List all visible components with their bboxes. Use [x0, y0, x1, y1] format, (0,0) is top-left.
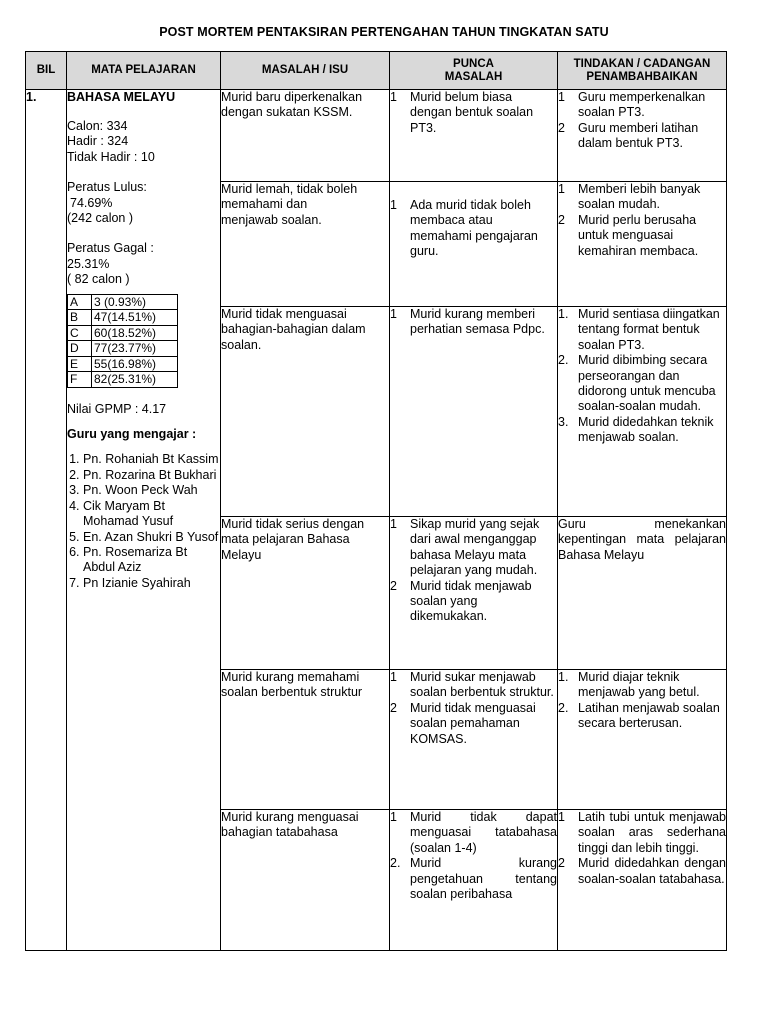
masalah-cell: Murid tidak menguasai bahagian-bahagian dalam soalan.: [221, 307, 390, 517]
grade-row: [68, 356, 178, 372]
masalah-cell: Murid tidak serius dengan mata pelajaran Bahasa Melayu: [221, 517, 390, 670]
list-item-text: Murid sentiasa diingatkan tentang format bentuk soalan PT3.: [578, 307, 720, 352]
gpmp-text: Nilai GPMP : 4.17: [67, 401, 167, 416]
list-item-number: 2.: [558, 700, 569, 715]
punca-cell: [390, 517, 558, 670]
grade-value: 60(18.52%): [92, 325, 178, 341]
list-item: [558, 121, 726, 152]
grade-letter: E: [68, 356, 92, 372]
list-item-text: Sikap murid yang sejak dari awal menganggap bahasa Melayu mata pelajaran yang mudah.: [410, 517, 540, 578]
grade-letter: C: [68, 325, 92, 341]
tindakan-cell: [558, 307, 727, 517]
grade-value: 55(16.98%): [92, 356, 178, 372]
tindakan-cell: [558, 810, 727, 951]
list-item-text: Ada murid tidak boleh membaca atau memahami pengajaran guru.: [410, 198, 538, 259]
list-item-number: 1: [390, 670, 397, 684]
gagal-calon: ( 82 calon ): [67, 272, 130, 287]
tindakan-cell: Guru menekankan kepentingan mata pelajaran Bahasa Melayu: [558, 517, 727, 670]
list-item: [558, 213, 726, 259]
grade-value: 82(25.31%): [92, 372, 178, 388]
punca-cell: [390, 810, 558, 951]
list-item: [390, 810, 557, 856]
grade-row: [68, 310, 178, 326]
list-item: [390, 307, 557, 338]
teacher-list: [67, 452, 220, 591]
punca-cell: [390, 307, 558, 517]
calon-text: Calon: 334: [67, 119, 128, 133]
grade-row: [68, 325, 178, 341]
list-item-number: 1.: [558, 670, 569, 684]
list-item-text: Latihan menjawab soalan secara berterusan.: [578, 700, 720, 731]
list-item-number: 1: [390, 198, 397, 212]
list-item: [390, 198, 557, 260]
list-item-number: 1: [390, 307, 397, 321]
header-masalah: MASALAH / ISU: [221, 52, 390, 90]
list-item-text: Guru memperkenalkan soalan PT3.: [578, 90, 706, 120]
list-item-number: 2: [558, 212, 565, 227]
header-tindakan-line2: PENAMBAHBAIKAN: [586, 70, 698, 83]
list-item: [558, 415, 726, 446]
list-item-text: Murid diajar teknik menjawab yang betul.: [578, 670, 700, 700]
list-item-text: Murid belum biasa dengan bentuk soalan PT3.: [410, 90, 534, 135]
list-item-text: Murid sukar menjawab soalan berbentuk struktur.: [410, 670, 554, 700]
grade-row: [68, 341, 178, 357]
list-item: [390, 701, 557, 747]
teacher-item: 5. En. Azan Shukri B Yusof: [83, 530, 220, 545]
grade-letter: F: [68, 372, 92, 388]
tindakan-cell: [558, 670, 727, 810]
header-tindakan: [558, 52, 727, 90]
list-item-number: 3.: [558, 414, 569, 429]
grade-row: [68, 372, 178, 388]
list-item-text: Murid kurang pengetahuan tentang soalan peribahasa: [410, 856, 557, 902]
masalah-cell: Murid kurang menguasai bahagian tatabahasa: [221, 810, 390, 951]
grade-row: [68, 294, 178, 310]
teacher-item: 6. Pn. Rosemariza Bt Abdul Aziz: [83, 545, 220, 576]
list-item: [558, 856, 726, 887]
list-item-number: 1: [558, 810, 565, 824]
punca-cell: [390, 670, 558, 810]
list-item: [558, 701, 726, 732]
grade-letter: D: [68, 341, 92, 357]
table-row: [26, 90, 727, 182]
punca-cell: [390, 182, 558, 307]
list-item: [390, 579, 557, 625]
list-item-number: 2: [390, 578, 397, 593]
list-item: [558, 353, 726, 415]
list-item-number: 2: [390, 700, 397, 715]
list-item-number: 2.: [558, 353, 569, 368]
grade-letter: A: [68, 294, 92, 310]
guru-heading: Guru yang mengajar :: [67, 427, 197, 442]
page-title: POST MORTEM PENTAKSIRAN PERTENGAHAN TAHUN TINGKATAN SATU: [159, 25, 609, 39]
gagal-label: Peratus Gagal :: [67, 241, 154, 256]
teacher-item: 2. Pn. Rozarina Bt Bukhari: [83, 468, 220, 483]
grade-value: 3 (0.93%): [92, 294, 178, 310]
list-item: [390, 517, 557, 579]
list-item: [558, 90, 726, 121]
grade-value: 77(23.77%): [92, 341, 178, 357]
list-item-text: Murid tidak menjawab soalan yang dikemukakan.: [410, 578, 532, 624]
lulus-calon: (242 calon ): [67, 211, 134, 226]
list-item-number: 1.: [558, 307, 569, 321]
lulus-label: Peratus Lulus:: [67, 180, 147, 195]
teacher-item: 7. Pn Izianie Syahirah: [83, 576, 220, 591]
grade-table: [67, 294, 178, 388]
header-bil: BIL: [26, 52, 67, 90]
list-item: [558, 670, 726, 701]
punca-cell: [390, 90, 558, 182]
header-tindakan-line1: TINDAKAN / CADANGAN: [573, 57, 711, 70]
tindakan-cell: [558, 90, 727, 182]
list-item-text: Murid didedahkan dengan soalan-soalan tatabahasa.: [578, 856, 726, 886]
list-item-text: Murid tidak dapat menguasai tatabahasa (soalan 1-4): [410, 810, 557, 855]
teacher-item: 4. Cik Maryam Bt Mohamad Yusuf: [83, 499, 220, 530]
tindakan-cell: [558, 182, 727, 307]
post-mortem-table: [25, 51, 727, 951]
list-item-text: Murid perlu berusaha untuk menguasai kemahiran membaca.: [578, 212, 699, 258]
list-item-number: 2: [558, 856, 565, 871]
subject-cell: [67, 90, 221, 951]
header-row: [26, 52, 727, 90]
list-item-text: Murid tidak menguasai soalan pemahaman KOMSAS.: [410, 700, 536, 746]
header-punca-line2: MASALAH: [444, 70, 503, 83]
list-item-text: Murid didedahkan teknik menjawab soalan.: [578, 414, 714, 445]
list-item-number: 1: [558, 90, 565, 104]
list-item: [558, 810, 726, 856]
list-item-number: 1: [558, 182, 565, 196]
list-item: [390, 856, 557, 902]
list-item-text: Latih tubi untuk menjawab soalan aras sederhana tinggi dan lebih tinggi.: [578, 810, 726, 855]
list-item: [558, 182, 726, 213]
bil-cell: 1.: [26, 90, 67, 951]
masalah-cell: Murid kurang memahami soalan berbentuk struktur: [221, 670, 390, 810]
lulus-pct: 74.69%: [70, 195, 113, 210]
list-item-text: Murid dibimbing secara perseorangan dan didorong untuk mencuba soalan-soalan mudah.: [578, 353, 716, 414]
teacher-item: 1. Pn. Rohaniah Bt Kassim: [83, 452, 220, 467]
header-punca-line1: PUNCA: [453, 57, 494, 70]
list-item-number: 2.: [390, 856, 401, 871]
list-item-text: Guru memberi latihan dalam bentuk PT3.: [578, 120, 699, 151]
list-item-number: 1: [390, 90, 397, 104]
teacher-item: 3. Pn. Woon Peck Wah: [83, 483, 220, 498]
grade-letter: B: [68, 310, 92, 326]
hadir-text: Hadir : 324: [67, 134, 129, 149]
list-item-text: Murid kurang memberi perhatian semasa Pdpc.: [410, 307, 545, 337]
list-item-number: 2: [558, 120, 565, 135]
list-item-number: 1: [390, 810, 397, 824]
list-item: [390, 670, 557, 701]
masalah-cell: Murid baru diperkenalkan dengan sukatan KSSM.: [221, 90, 390, 182]
list-item: [390, 90, 557, 136]
list-item: [558, 307, 726, 353]
list-item-text: Memberi lebih banyak soalan mudah.: [578, 182, 701, 212]
header-punca: [390, 52, 558, 90]
list-item-number: 1: [390, 517, 397, 531]
gagal-pct: 25.31%: [67, 256, 110, 271]
tidak-hadir-text: Tidak Hadir : 10: [67, 149, 155, 164]
masalah-cell: Murid lemah, tidak boleh memahami dan menjawab soalan.: [221, 182, 390, 307]
header-mata-pelajaran: MATA PELAJARAN: [67, 52, 221, 90]
subject-name: BAHASA MELAYU: [67, 90, 176, 104]
grade-value: 47(14.51%): [92, 310, 178, 326]
